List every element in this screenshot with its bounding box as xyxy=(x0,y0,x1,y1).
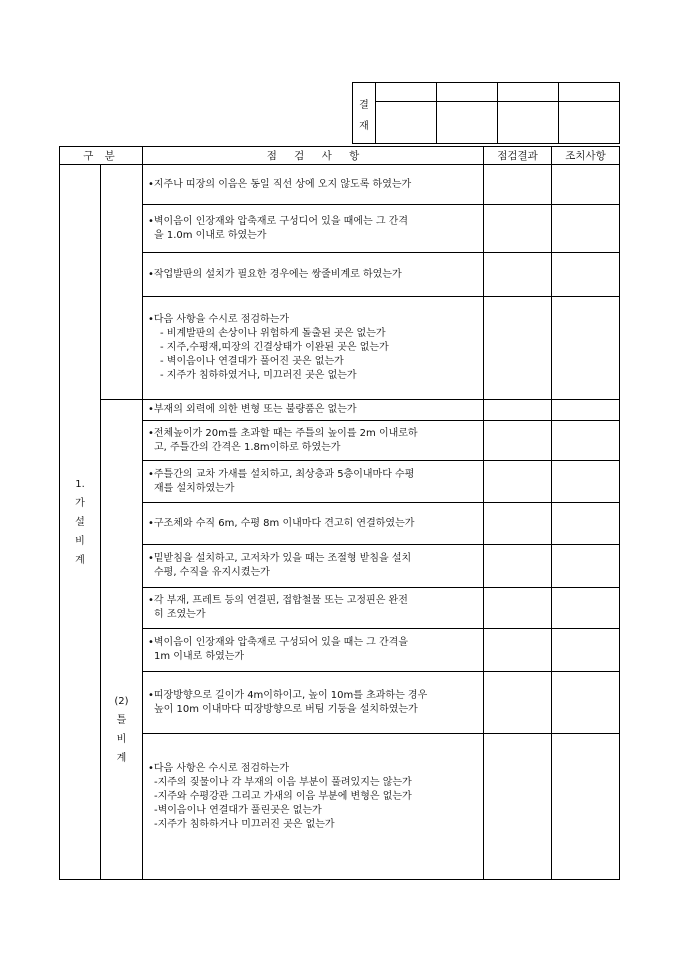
table-row xyxy=(60,503,620,545)
item-text: 고, 주틀간의 간격은 1.8m이하로 하였는가 xyxy=(154,441,341,453)
table-row xyxy=(60,205,620,253)
checklist-table xyxy=(59,146,620,880)
category-1-cell xyxy=(60,165,101,880)
item-text: •구조체와 수직 6m, 수평 8m 이내마다 견고히 연결하였는가 xyxy=(148,517,415,529)
item-text: •전체높이가 20m를 초과할 때는 주틀의 높이를 2m 이내로하 xyxy=(148,427,418,439)
check-item xyxy=(143,545,484,588)
approval-sign-cell-2[interactable] xyxy=(437,102,498,144)
result-cell[interactable] xyxy=(484,400,552,421)
approval-sign-cell-4[interactable] xyxy=(559,102,620,144)
approval-title-cell-2[interactable] xyxy=(437,83,498,102)
item-text: 수평, 수직을 유지시켰는가 xyxy=(154,567,270,578)
category-1-char: 설 xyxy=(75,516,85,528)
action-cell[interactable] xyxy=(552,545,620,588)
check-item xyxy=(143,461,484,503)
approval-title-cell-3[interactable] xyxy=(498,83,559,102)
check-item xyxy=(143,734,484,880)
action-cell[interactable] xyxy=(552,421,620,461)
category-1-char: 계 xyxy=(75,554,85,566)
result-cell[interactable] xyxy=(484,205,552,253)
item-text: •벽이음이 인장재와 압축재로 구성디어 있을 때에는 그 간격 xyxy=(148,215,408,227)
item-text: 높이 10m 이내마다 띠장방향으로 버팀 기둥을 설치하였는가 xyxy=(154,703,418,715)
item-text: •띠장방향으로 길이가 4m이하이고, 높이 10m를 초과하는 경우 xyxy=(148,689,428,701)
item-text: -벽이음이나 연결대가 풀린곳은 없는가 xyxy=(154,805,322,816)
approval-sign-cell-3[interactable] xyxy=(498,102,559,144)
approval-label-top: 결 xyxy=(359,100,369,111)
category-1-sub-empty xyxy=(101,165,143,400)
approval-title-cell-4[interactable] xyxy=(559,83,620,102)
item-text: •주틀간의 교차 가새를 설치하고, 최상층과 5층이내마다 수평 xyxy=(148,468,415,480)
header-result: 점검결과 xyxy=(484,147,552,165)
result-cell[interactable] xyxy=(484,545,552,588)
item-text: 히 조였는가 xyxy=(154,609,206,620)
check-item xyxy=(143,165,484,205)
item-text: -지주가 침하하거나 미끄러진 곳은 없는가 xyxy=(154,819,335,830)
table-row xyxy=(60,297,620,400)
item-text: •다음 사항은 수시로 점검하는가 xyxy=(148,763,290,774)
item-text: •작업발판의 설치가 필요한 경우에는 쌍줄비계로 하였는가 xyxy=(148,268,402,280)
item-text: 을 1.0m 이내로 하였는가 xyxy=(154,229,267,241)
category-2-char: 비 xyxy=(116,733,127,745)
approval-title-cell-1[interactable] xyxy=(376,83,437,102)
check-item xyxy=(143,672,484,734)
action-cell[interactable] xyxy=(552,205,620,253)
item-text: 재를 설치하였는가 xyxy=(154,482,235,494)
check-item xyxy=(143,297,484,400)
item-text: •벽이음이 인장재와 압축재로 구성되어 있을 때는 그 간격을 xyxy=(148,637,408,648)
result-cell[interactable] xyxy=(484,461,552,503)
category-2-cell xyxy=(101,400,143,880)
item-text: •부재의 외력에 의한 변형 또는 불량품은 없는가 xyxy=(148,404,357,415)
item-text: - 지주,수평재,띠장의 긴결상태가 이완된 곳은 없는가 xyxy=(160,342,389,353)
category-2-char: 틀 xyxy=(116,714,127,726)
item-text: - 비계발판의 손상이나 위험하게 돌출된 곳은 없는가 xyxy=(160,328,386,339)
result-cell[interactable] xyxy=(484,629,552,672)
check-item xyxy=(143,503,484,545)
check-item xyxy=(143,588,484,629)
category-2-char: 계 xyxy=(116,752,127,764)
action-cell[interactable] xyxy=(552,461,620,503)
table-row xyxy=(60,629,620,672)
approval-sign-cell-1[interactable] xyxy=(376,102,437,144)
table-row xyxy=(60,400,620,421)
table-row xyxy=(60,253,620,297)
item-text: 1m 이내로 하였는가 xyxy=(154,651,245,662)
approval-box xyxy=(352,82,620,144)
check-item xyxy=(143,253,484,297)
approval-label xyxy=(353,83,376,144)
result-cell[interactable] xyxy=(484,253,552,297)
check-item xyxy=(143,421,484,461)
table-row xyxy=(60,461,620,503)
result-cell[interactable] xyxy=(484,734,552,880)
table-row xyxy=(60,165,620,205)
header-items: 점 검 사 항 xyxy=(143,147,484,165)
category-1-char: 가 xyxy=(75,497,85,509)
action-cell[interactable] xyxy=(552,400,620,421)
item-text: •지주나 띠장의 이음은 동일 직선 상에 오지 않도록 하였는가 xyxy=(148,178,412,190)
header-action: 조치사항 xyxy=(552,147,620,165)
approval-label-bottom: 재 xyxy=(359,121,369,132)
result-cell[interactable] xyxy=(484,588,552,629)
category-1-num: 1. xyxy=(75,478,85,490)
item-text: - 지주가 침하하였거나, 미끄러진 곳은 없는가 xyxy=(160,370,357,381)
action-cell[interactable] xyxy=(552,629,620,672)
item-text: -지주와 수평강관 그리고 가새의 이음 부분에 변형은 없는가 xyxy=(154,791,412,802)
table-row xyxy=(60,734,620,880)
result-cell[interactable] xyxy=(484,503,552,545)
check-item xyxy=(143,205,484,253)
action-cell[interactable] xyxy=(552,253,620,297)
check-item xyxy=(143,629,484,672)
item-text: -지주의 짖물이나 각 부재의 이음 부분이 풀려있지는 않는가 xyxy=(154,777,412,788)
action-cell[interactable] xyxy=(552,503,620,545)
header-row xyxy=(60,147,620,165)
result-cell[interactable] xyxy=(484,421,552,461)
result-cell[interactable] xyxy=(484,672,552,734)
table-row xyxy=(60,588,620,629)
item-text: •밑받침을 설치하고, 고저차가 있을 때는 조절형 받침을 설치 xyxy=(148,553,412,564)
category-1-char: 비 xyxy=(75,535,85,547)
check-item xyxy=(143,400,484,421)
item-text: •다음 사항을 수시로 점검하는가 xyxy=(148,314,290,325)
table-row xyxy=(60,421,620,461)
table-row xyxy=(60,672,620,734)
table-row xyxy=(60,545,620,588)
result-cell[interactable] xyxy=(484,165,552,205)
action-cell[interactable] xyxy=(552,734,620,880)
header-gubun: 구 분 xyxy=(60,147,143,165)
action-cell[interactable] xyxy=(552,588,620,629)
result-cell[interactable] xyxy=(484,297,552,400)
item-text: •각 부재, 프레트 등의 연결핀, 접합철물 또는 고정핀은 완전 xyxy=(148,595,408,606)
action-cell[interactable] xyxy=(552,672,620,734)
item-text: - 벽이음이나 연결대가 풀어진 곳은 없는가 xyxy=(160,356,344,367)
category-2-num: (2) xyxy=(114,695,129,707)
action-cell[interactable] xyxy=(552,297,620,400)
action-cell[interactable] xyxy=(552,165,620,205)
